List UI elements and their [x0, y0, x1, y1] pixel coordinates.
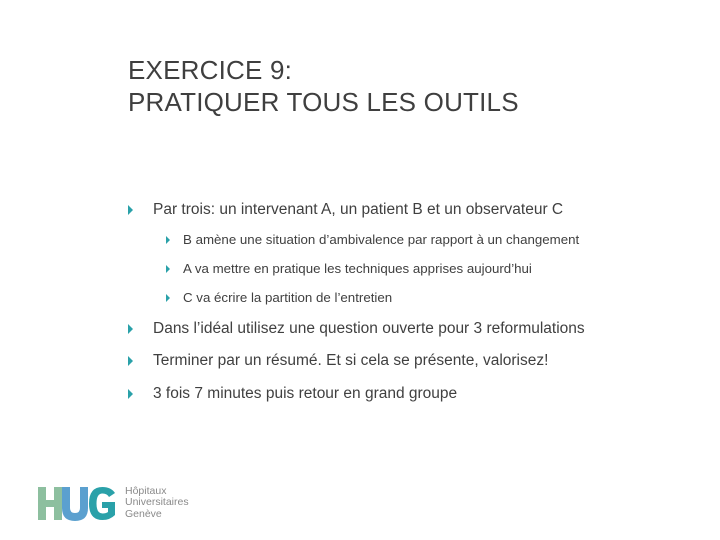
bullet-arrow-icon — [128, 324, 133, 334]
bullet-arrow-icon — [166, 294, 170, 302]
logo-line-1: Hôpitaux — [125, 484, 167, 497]
bullet-arrow-icon — [128, 356, 133, 366]
slide-title — [128, 54, 519, 118]
bullet-item — [128, 385, 457, 403]
bullet-text: Dans l’idéal utilisez une question ouverte pour 3 reformulations — [153, 320, 585, 337]
hug-logo-text — [125, 486, 189, 521]
bullet-text: 3 fois 7 minutes puis retour en grand groupe — [153, 385, 458, 402]
slide-title-line-2: PRATIQUER TOUS LES OUTILS — [128, 87, 519, 117]
logo-line-3: Genève — [125, 507, 162, 520]
bullet-arrow-icon — [166, 236, 170, 244]
sub-bullet-item — [166, 232, 579, 247]
bullet-arrow-icon — [166, 265, 170, 273]
hug-logo — [37, 484, 189, 522]
bullet-item — [128, 320, 585, 338]
logo-line-2: Universitaires — [125, 496, 189, 509]
bullet-item — [128, 201, 563, 219]
sub-bullet-item — [166, 290, 392, 305]
sub-bullet-text: B amène une situation d’ambivalence par rapport à un changement — [183, 232, 580, 247]
sub-bullet-item — [166, 261, 532, 276]
slide-title-line-1: EXERCICE 9: — [128, 55, 293, 85]
sub-bullet-text: A va mettre en pratique les techniques apprises aujourd’hui — [183, 261, 532, 276]
bullet-item — [128, 352, 548, 370]
bullet-arrow-icon — [128, 389, 133, 399]
bullet-arrow-icon — [128, 205, 133, 215]
bullet-text: Terminer par un résumé. Et si cela se présente, valorisez! — [153, 352, 549, 369]
sub-bullet-text: C va écrire la partition de l’entretien — [183, 290, 393, 305]
hug-logo-mark-icon — [37, 484, 117, 522]
bullet-text: Par trois: un intervenant A, un patient B et un observateur C — [153, 201, 564, 218]
